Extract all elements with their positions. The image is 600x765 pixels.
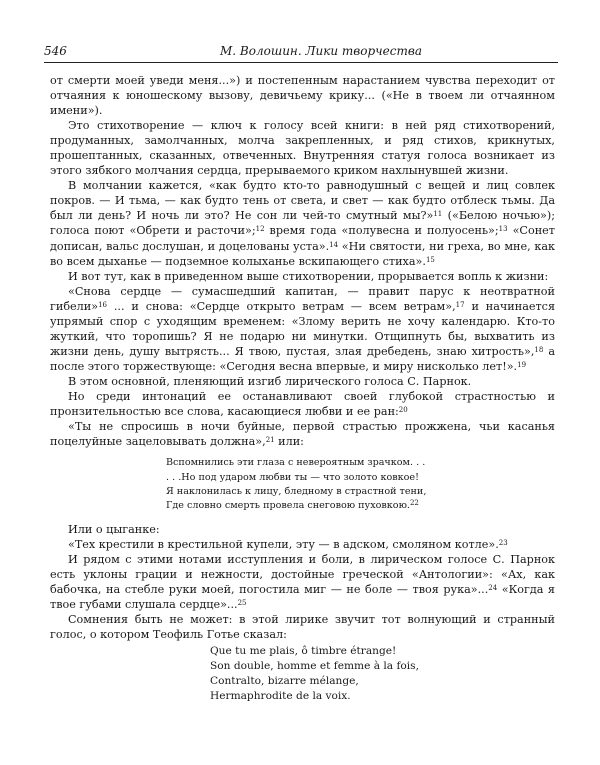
- footnote-ref: 14: [329, 240, 339, 249]
- paragraph: И рядом с этими нотами исступления и боли, в лирическом голосе С. Парнок есть уклоны грации и нежности, достойные греческой «Антологии»: «Ах, как бабочка, на стебле руки моей, погостила миг — не боле — твоя рука»...$^{24}$ «Когда я твое губами слушала сердце»...$^{25}$: [50, 552, 555, 612]
- french-verse: [210, 644, 555, 704]
- verse-line: Hermaphrodite de la voix.: [210, 690, 351, 703]
- footnote-ref: 17: [455, 300, 465, 309]
- paragraph: «Тех крестили в крестильной купели, эту — в адском, смоляном котле».$^{23}$: [68, 537, 508, 551]
- footnote-ref: 18: [534, 345, 544, 354]
- footnote-ref: 13: [498, 225, 508, 234]
- main-text: [50, 73, 555, 704]
- running-title: М. Волошин. Лики творчества: [220, 44, 422, 58]
- footnote-ref: 20: [398, 405, 408, 414]
- paragraph: В молчании кажется, «как будто кто-то равнодушный с вещей и лиц совлек покров. — И тьма, — как будто тень от света, и свет — как будто отблеск тьмы. Да был ли день? И ночь ли это? Не сон ли чей-то смутный мы?»$^{11}$ («Белою ночью»); голоса поют «Обрети и расточи»;$^{12}$ время года «полувесна и полуосень»;$^{13}$ «Сонет дописан, вальс дослушан, и доцелованы уста».$^{14}$ «Ни святости, ни греха, во мне, как во всем дыханье — подземное колыханье вскипающего стиха».$^{15}$: [50, 179, 555, 268]
- footnote-ref: 25: [237, 598, 247, 607]
- footnote-ref: 22: [409, 499, 419, 508]
- verse-line: Я наклонилась к лицу, бледному в страстной тени,: [166, 485, 427, 497]
- footnote-ref: 21: [265, 435, 275, 444]
- paragraph: Сомнения быть не может: в этой лирике звучит тот волнующий и странный голос, о котором Теофиль Готье сказал:: [50, 613, 555, 642]
- footnote-ref: 12: [255, 225, 265, 234]
- footnote-ref: 23: [498, 538, 508, 547]
- footnote-ref: 24: [488, 583, 498, 592]
- verse-line: Вспомнились эти глаза с невероятным зрачком. . .: [166, 457, 426, 469]
- paragraph: Или о цыганке:: [68, 522, 160, 536]
- paragraph: Это стихотворение — ключ к голосу всей книги: в ней ряд стихотворений, продуманных, замолчанных, молча закрепленных, и ряд стихов, крикнутых, прошептанных, сказанных, отвеченных. Внутренняя статуя голоса возникает из этого зябкого молчания сердца, прерываемого криком нахлынувшей жизни.: [50, 119, 555, 178]
- paragraph: Но среди интонаций ее останавливают своей глубокой страстностью и пронзительностью все слова, касающиеся любви и ее ран:$^{20}$: [50, 389, 555, 419]
- paragraph: В этом основной, пленяющий изгиб лирического голоса С. Парнок.: [68, 374, 472, 388]
- verse-quote: [166, 456, 555, 514]
- footnote-ref: 19: [517, 360, 527, 369]
- footnote-ref: 11: [433, 210, 443, 219]
- page-number: 546: [44, 44, 67, 58]
- verse-line: Где словно смерть провела снеговою пуховкою.$^{22}$: [166, 499, 419, 512]
- verse-line: Que tu me plais, ô timbre étrange!: [210, 645, 397, 658]
- paragraph: от смерти моей уведи меня...») и постепенным нарастанием чувства переходит от отчаяния к юношескому вызову, девичьему крику... («Не в твоем ли отчаянном имени»).: [50, 74, 555, 118]
- paragraph: «Ты не спросишь в ночи буйные, первой страстью прожжена, чьи касанья поцелуйные зацеловывать должна»,$^{21}$ или:: [50, 420, 555, 449]
- page-header: [44, 44, 558, 63]
- paragraph: «Снова сердце — сумасшедший капитан, — правит парус к неотвратной гибели»$^{16}$ ... и снова: «Сердце открыто ветрам — всем ветрам»,$^{17}$ и начинается упрямый спор с уходящим временем: «Злому верить не хочу календарю. Кто-то жуткий, что торопишь? Я не подарю ни минутки. Отщипнуть бы, выхватить из жизни день, душу вытрясть... Я твою, пустая, злая дребедень, знаю хитрость»,$^{18}$ а после этого торжествующе: «Сегодня весна впервые, и миру нисколько лет!».$^{19}$: [50, 284, 555, 373]
- verse-line: Son double, homme et femme à la fois,: [210, 660, 419, 673]
- verse-line: . . .Но под ударом любви ты — что золото ковкое!: [166, 471, 419, 483]
- footnote-ref: 15: [425, 255, 435, 264]
- paragraph: И вот тут, как в приведенном выше стихотворении, прорывается вопль к жизни:: [68, 269, 549, 283]
- footnote-ref: 16: [98, 300, 108, 309]
- verse-line: Contralto, bizarre mélange,: [210, 675, 359, 688]
